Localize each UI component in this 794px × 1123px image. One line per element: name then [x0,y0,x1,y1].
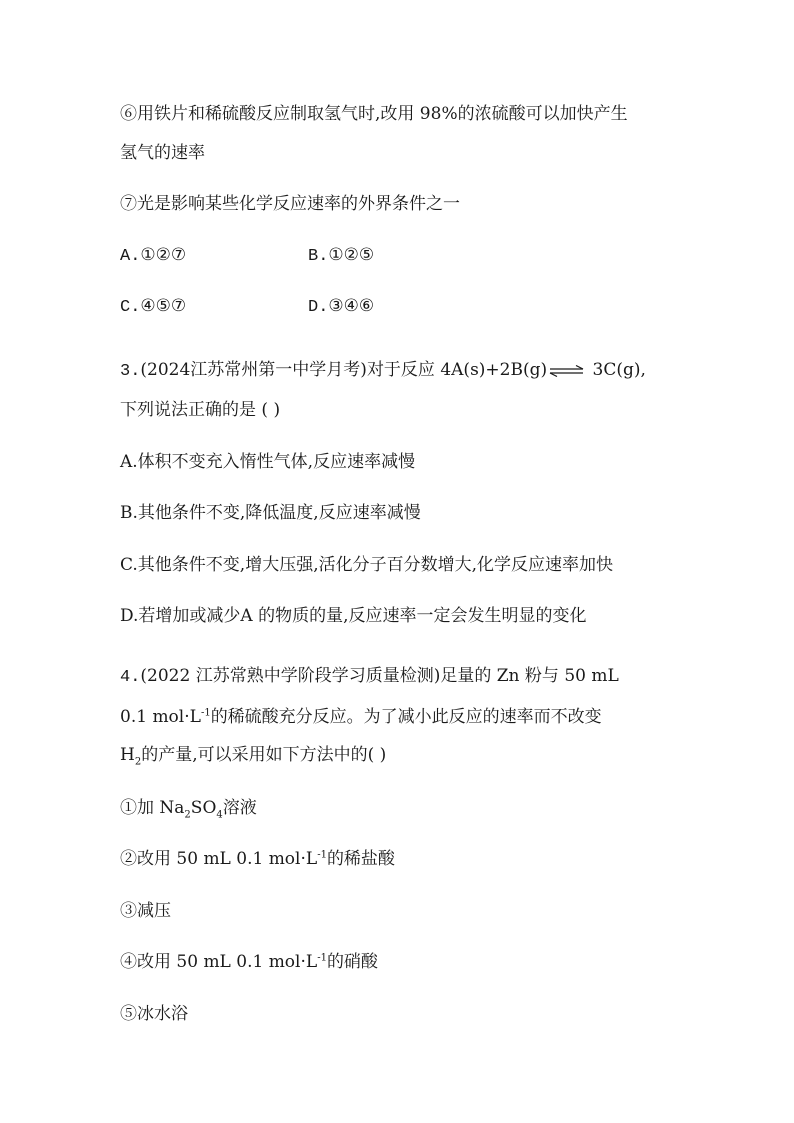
q2-item-7: ⑦光是影响某些化学反应速率的外界条件之一 [120,194,460,214]
q4-item-1-post: 溶液 [222,798,257,818]
q3-stem-line2: 下列说法正确的是 ( ) [120,400,281,420]
q3-option-b: B.其他条件不变,降低温度,反应速率减慢 [120,503,421,523]
q3-stem-pre: 对于反应 4A(s)+2B(g) [366,360,548,380]
q3-stem-line1 [120,359,646,383]
q4-stem-line2-post: 的稀硫酸充分反应。为了减小此反应的速率而不改变 [210,707,602,727]
q4-stem-line3-sub: 2 [134,756,142,768]
q4-item-1-mid: SO [190,798,217,818]
q3-option-a: A.体积不变充入惰性气体,反应速率减慢 [120,452,416,472]
q4-item-4-sup: -1 [317,952,327,964]
q3-source: (2024江苏常州第一中学月考) [140,360,367,380]
q4-item-3: ③减压 [120,901,171,921]
q2-item-6-line1: ⑥用铁片和稀硫酸反应制取氢气时,改用 98%的浓硫酸可以加快产生 [120,104,628,124]
q4-item-1-sub2: 4 [216,809,223,821]
q4-stem-line3 [120,744,386,766]
q4-number: 4. [120,668,141,687]
q2-option-b: B.①②⑤ [308,247,375,266]
equilibrium-arrow-icon [549,365,585,377]
q3-stem-post: 3C(g), [587,360,646,380]
q4-item-5: ⑤冰水浴 [120,1004,188,1024]
q4-item-4-post: 的硝酸 [326,952,378,972]
q4-stem-line3-post: 的产量,可以采用如下方法中的( ) [141,745,387,765]
q4-item-2-post: 的稀盐酸 [326,849,395,869]
q4-stem-line2-pre: 0.1 mol·L [120,707,201,727]
q4-item-1-pre: ①加 Na [120,798,185,818]
q2-option-a: A.①②⑦ [120,247,187,266]
q2-item-6-line2: 氢气的速率 [120,143,205,163]
q3-number: 3. [120,362,141,381]
q4-stem-line2-sup: -1 [200,707,211,719]
q4-item-2 [120,848,395,870]
q4-item-4 [120,951,378,973]
q2-option-c: C.④⑤⑦ [120,298,187,317]
q4-item-1 [120,797,257,819]
q4-stem-line2 [120,706,602,728]
q4-stem-line1-text: 足量的 Zn 粉与 50 mL [440,666,619,686]
q4-item-2-sup: -1 [317,849,327,861]
q4-stem-line1 [120,665,619,689]
q4-item-2-pre: ②改用 50 mL 0.1 mol·L [120,849,318,869]
q4-item-4-pre: ④改用 50 mL 0.1 mol·L [120,952,318,972]
q3-option-c: C.其他条件不变,增大压强,活化分子百分数增大,化学反应速率加快 [120,555,614,575]
q2-option-d: D.③④⑥ [308,298,375,317]
q4-source: (2022 江苏常熟中学阶段学习质量检测) [140,666,441,686]
q4-item-1-sub1: 2 [184,809,191,821]
q4-stem-line3-pre: H [120,745,135,765]
q3-option-d: D.若增加或减少A 的物质的量,反应速率一定会发生明显的变化 [120,606,587,626]
